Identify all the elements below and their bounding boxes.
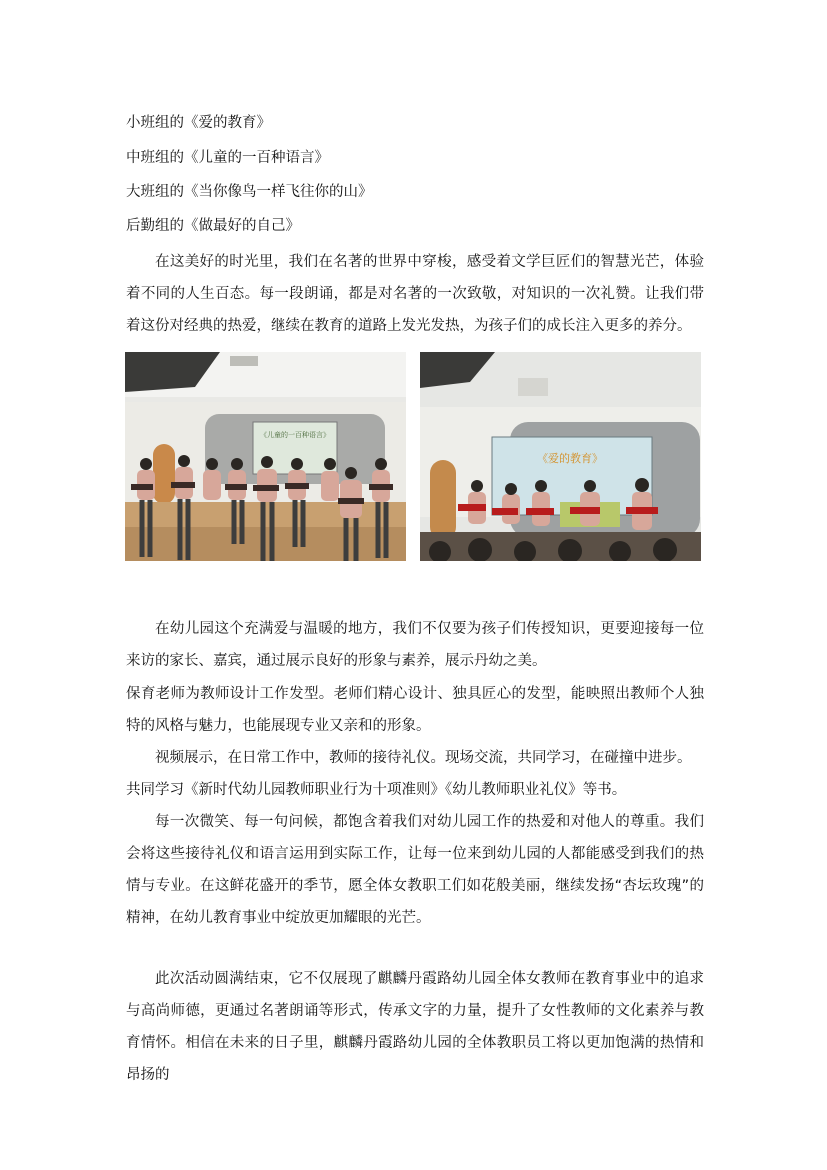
- photo-reading-performance-left: [125, 352, 406, 561]
- paragraph-joint-study: 共同学习《新时代幼儿园教师职业行为十项准则》《幼儿教师职业礼仪》等书。: [126, 782, 627, 798]
- paragraph-event-conclusion: 此次活动圆满结束，它不仅展现了麒麟丹霞路幼儿园全体女教师在教育事业中的追求与高尚师德，更通过名著朗诵等形式，传承文字的力量，提升了女性教师的文化素养与教育情怀。相信在未来的日子里，麒麟丹霞路幼儿园的全体教职员工将以更加饱满的热情和昂扬的: [126, 971, 704, 1083]
- projection-screen-text-right: 《爱的教育》: [537, 452, 603, 465]
- paragraph-video-demonstration: 视频展示，在日常工作中，教师的接待礼仪。现场交流，共同学习，在碰撞中进步。: [155, 750, 692, 766]
- paragraph-reception-etiquette: 每一次微笑、每一句问候，都饱含着我们对幼儿园工作的热爱和对他人的尊重。我们会将这些接待礼仪和语言运用到实际工作，让每一位来到幼儿园的人都能感受到我们的热情与专业。在这鲜花盛开的季节，愿全体女教职工们如花般美丽，继续发扬“杏坛玫瑰”的精神，在幼儿教育事业中绽放更加耀眼的光芒。: [126, 814, 704, 926]
- reading-title-large-class: 大班组的《当你像鸟一样飞往你的山》: [126, 184, 373, 200]
- reading-title-small-class: 小班组的《爱的教育》: [126, 115, 271, 131]
- paragraph-hairstyle-design: 保育老师为教师设计工作发型。老师们精心设计、独具匠心的发型，能映照出教师个人独特的风格与魅力，也能展现专业又亲和的形象。: [126, 686, 704, 734]
- reading-title-logistics: 后勤组的《做最好的自己》: [126, 218, 300, 234]
- paragraph-reading-summary: 在这美好的时光里，我们在名著的世界中穿梭，感受着文学巨匠们的智慧光芒，体验着不同的人生百态。每一段朗诵，都是对名著的一次致敬，对知识的一次礼赞。让我们带着这份对经典的热爱，继续在教育的道路上发光发热，为孩子们的成长注入更多的养分。: [126, 254, 704, 334]
- photo-reading-performance-right: [420, 352, 701, 561]
- projection-screen-text-left: 《儿童的一百种语言》: [260, 431, 330, 439]
- reading-title-middle-class: 中班组的《儿童的一百种语言》: [126, 150, 329, 166]
- paragraph-welcome-guests: 在幼儿园这个充满爱与温暖的地方，我们不仅要为孩子们传授知识，更要迎接每一位来访的家长、嘉宾，通过展示良好的形象与素养，展示丹幼之美。: [126, 621, 704, 669]
